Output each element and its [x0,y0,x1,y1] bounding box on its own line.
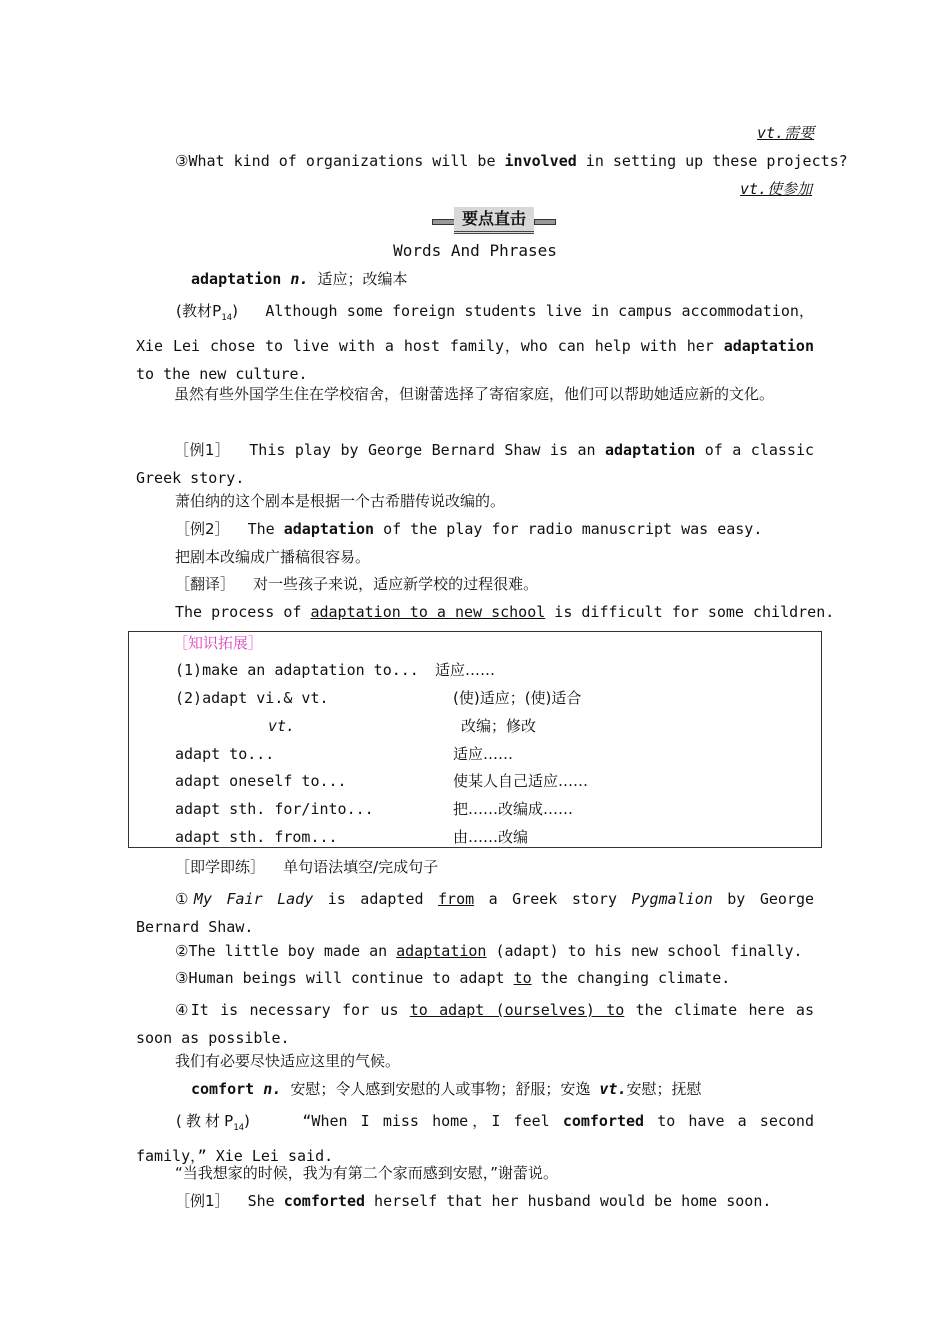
textbook-example-comfort [136,1107,814,1170]
practice-tag: ［即学即练］ [175,858,266,876]
part-of-speech: vt. [599,1080,627,1098]
example-text: “When I miss home，I feel [302,1112,563,1130]
knowledge-row-cn: 把……改编成…… [453,800,574,818]
item-text: (adapt) to his new school finally. [486,942,803,960]
example-text: This play by George Bernard Shaw is an [249,441,605,459]
keyword: adaptation [604,441,696,459]
answer-blank: from [438,890,475,908]
definition: 安慰；抚慰 [626,1080,702,1098]
part-of-speech: n. [263,1080,282,1098]
knowledge-row-en: (2)adapt vi.& vt. [175,689,329,707]
section-subtitle: Words And Phrases [393,241,557,260]
gloss-need: vt.需要 [757,124,815,142]
item-text: a Greek story [474,890,632,908]
knowledge-row-cn: 改编；修改 [461,717,537,735]
headword: adaptation [191,270,282,288]
practice-item-4 [136,996,814,1052]
keyword: comforted [562,1112,645,1130]
knowledge-row-en: adapt sth. from... [175,828,338,846]
practice-item-4-translation: 我们有必要尽快适应这里的气候。 [175,1052,401,1070]
banner-right-bar [534,219,556,225]
knowledge-row-en: adapt oneself to... [175,772,347,790]
answer-blank: adaptation [396,942,487,960]
definition: 适应；改编本 [317,270,408,288]
item-number: ① [175,890,194,908]
answer-underlined: adaptation to a new school [310,603,546,621]
example-2-translation: 把剧本改编成广播稿很容易。 [175,548,371,566]
translation-prompt: 对一些孩子来说，适应新学校的过程很难。 [253,575,539,593]
keyword: comforted [283,1192,366,1210]
knowledge-title: ［知识拓展］ [173,634,264,652]
answer-blank: to adapt (ourselves) to [409,1001,625,1019]
translation-tag: ［翻译］ [175,575,236,593]
section-banner [432,207,556,233]
example-text: She [247,1192,284,1210]
example-text: in setting up these projects? [576,152,848,170]
source-close: ) [232,302,238,320]
example-text: herself that her husband would be home soon. [365,1192,772,1210]
definition: 安慰；令人感到安慰的人或事物；舒服；安逸 [290,1080,591,1098]
example-2 [175,519,762,539]
translation-answer [175,602,834,622]
knowledge-row-cn: 使某人自己适应…… [453,772,589,790]
item-text: ④It is necessary for us [175,1001,410,1019]
knowledge-row-cn: (使)适应；(使)适合 [453,689,582,707]
practice-title: 单句语法填空/完成句子 [283,858,439,876]
item-text: by George Bernard Shaw. [136,890,815,936]
part-of-speech: n. [290,270,309,288]
source-page: 14 [233,1123,245,1133]
gloss-involve: vt.使参加 [740,180,813,198]
example-text: to have a second family，” Xie Lei said. [136,1112,814,1165]
example-involved [175,151,848,171]
example-tag: ［例2］ [175,520,230,538]
translation-task [175,574,538,594]
example-1-translation: 萧伯纳的这个剧本是根据一个古希腊传说改编的。 [175,492,506,510]
example-text: of the play for radio manuscript was easy. [374,520,763,538]
answer-text: The process of [175,603,311,621]
banner-label: 要点直击 [454,207,534,234]
banner-left-bar [432,219,456,225]
knowledge-row-cn: 由……改编 [453,828,529,846]
book-title: Pygmalion [631,890,713,908]
headword: comfort [191,1080,255,1098]
example-tag: ［例1］ [175,1192,230,1210]
example-text: Although some foreign students live in campus accommodation，Xie Lei chose to live with a host family，who can help with her [136,302,814,355]
knowledge-row-en: (1)make an adaptation to... [175,661,419,679]
example-text: to the new culture. [136,365,308,383]
item-text: the changing climate. [531,969,731,987]
book-title: My Fair Lady [193,890,314,908]
item-text: is adapted [313,890,439,908]
answer-text: is difficult for some children. [545,603,835,621]
knowledge-row-en: vt. [268,717,296,735]
source-label: (教材P [176,1112,234,1130]
textbook-example [136,297,814,388]
textbook-translation-comfort: “当我想家的时候，我为有第二个家而感到安慰，”谢蕾说。 [175,1164,559,1182]
keyword: adaptation [283,520,375,538]
source-close: ) [244,1112,250,1130]
example-text: ③What kind of organizations will be [175,152,505,170]
item-text: the climate here as soon as possible. [136,1001,814,1047]
textbook-translation: 虽然有些外国学生住在学校宿舍，但谢蕾选择了寄宿家庭，他们可以帮助她适应新的文化。 [174,385,775,403]
example-tag: ［例1］ [174,441,231,459]
headword-adaptation [191,269,407,289]
item-text: ③Human beings will continue to adapt [175,969,514,987]
practice-header [175,857,438,877]
knowledge-row-en: adapt to... [175,745,275,763]
practice-item-3 [175,968,730,988]
headword-comfort [191,1079,702,1099]
source-page: 14 [221,313,233,323]
item-text: ②The little boy made an [175,942,397,960]
practice-item-1 [136,885,814,941]
source-label: (教材P [176,302,222,320]
knowledge-row-cn: 适应…… [453,745,514,763]
example-1 [136,436,814,492]
knowledge-row-en: adapt sth. for/into... [175,800,374,818]
practice-item-2 [175,941,803,961]
example-text: of a classic Greek story. [136,441,815,487]
keyword: involved [504,152,577,170]
keyword: adaptation [723,337,814,355]
comfort-example-1 [175,1191,771,1211]
answer-blank: to [513,969,532,987]
knowledge-row-cn: 适应…… [435,661,496,679]
example-text: The [247,520,284,538]
